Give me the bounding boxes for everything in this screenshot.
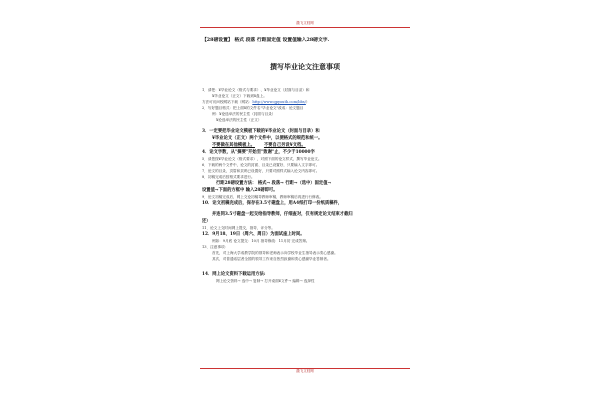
item-3-warning: 不要做在其他模板上。 不要自己另设¥文档。 bbox=[212, 142, 306, 148]
item-13-a: 首先，对上海大学成教学院的领导和老师表示向学校毕业生指导表示衷心感谢。 bbox=[212, 251, 338, 256]
item-10-cont: 并连同3.5寸磁盘一起交给指导教师，仔细查对，仅有规定论文结束才截归 bbox=[212, 212, 353, 218]
item-10: 10．论文初稿完成后，保存在3.5寸磁盘上，用A4纸打印一份纸质稿件， bbox=[202, 201, 343, 207]
item-2-example-a: 例：¥论选举法的民主性（封面与目录） bbox=[212, 112, 276, 117]
page-title: 撰写毕业论文注意事项 bbox=[270, 62, 340, 71]
item-8-method: 行距28磅设置方法： 格式→ 段落→ 行距→（选中）固定值→ bbox=[216, 180, 332, 186]
item-3-cont: ¥毕业论文（正文）两个文件中，以便格式的规范和统一。 bbox=[212, 135, 323, 141]
item-6: 6．下载的两个文件中，论文的封面、目录已设置好，只要输入文字即可。 bbox=[202, 162, 320, 167]
item-13: 13．注意事项： bbox=[202, 245, 229, 250]
download-note: 方法可访问校网站下载（网站：http://www.qpyouth.com/bbs/） bbox=[202, 100, 310, 105]
item-14-steps: 网上论文资料→ 选中→ 复制→ 打开桌面¥文件→ 编辑→ 选择性 bbox=[216, 278, 315, 283]
item-11: 11．论文上交时间网上提交，指导，评分等。 bbox=[202, 226, 275, 231]
item-3: 3．一定要把毕业论文模板下载的¥毕业论文（封面与目录）和 bbox=[202, 128, 320, 134]
item-2: 2．写好题目格式：把上面¥的文件名"毕业论文"改成：论文题目 bbox=[202, 106, 304, 111]
item-4: 4．论文字数，从"摘要"开始至"致谢"止，不少于10000字 bbox=[202, 149, 315, 155]
item-9: 9．论文初稿完成后，网上交论初稿导教师审稿，教师审稿后再进行行修改。 bbox=[202, 194, 323, 199]
download-link[interactable]: http://www.qpyouth.com/bbs/ bbox=[252, 100, 306, 105]
item-7: 7．论文的目录，页眉和页码已设置好，只要对照样式输入论文内容即可。 bbox=[202, 168, 320, 173]
item-1-cont: ¥毕业论文（正文）下载到¥盘上。 bbox=[212, 94, 267, 99]
item-12: 12．9月18、19日（周六、周日）为面试座上时间。 bbox=[202, 232, 305, 238]
item-8: 8．初稿完成后按格式要求进行。 bbox=[202, 174, 255, 179]
item-2-example-b: ¥论选举法的民主性（正文） bbox=[216, 118, 262, 123]
page-footer: 激飞文档网 bbox=[296, 369, 314, 373]
item-10-end: 还） bbox=[202, 219, 211, 225]
line-spacing-note: 【28磅设置】 格式 段落 行距固定值 设置值输入28磅文字. bbox=[202, 37, 330, 43]
document-page bbox=[190, 0, 420, 400]
page-header: 激飞文档网 bbox=[296, 21, 314, 25]
item-14: 14．网上论文资料下载运用方法: bbox=[202, 271, 266, 277]
header-rule bbox=[200, 27, 410, 28]
item-1: 1．请把：¥毕业论文（格式与要求）、¥毕业论文（封面与目录）和 bbox=[202, 88, 310, 92]
item-5: 5．请您按¥毕业论文（格式要求），对照下面的论文样式，撰写毕业论文。 bbox=[202, 156, 322, 161]
item-8-method-cont: 设置值→下面的方框中 输入28磅即可。 bbox=[202, 187, 278, 193]
item-13-b: 其次，对普通话层者全国的领导工作来自热烈致谢和衷心感谢毕业答辩者。 bbox=[212, 257, 331, 262]
item-12-schedule: 例如：9月底 论文提交：10月 指导修改：11月初 完成答辩。 bbox=[212, 239, 310, 244]
document-body bbox=[202, 36, 408, 284]
